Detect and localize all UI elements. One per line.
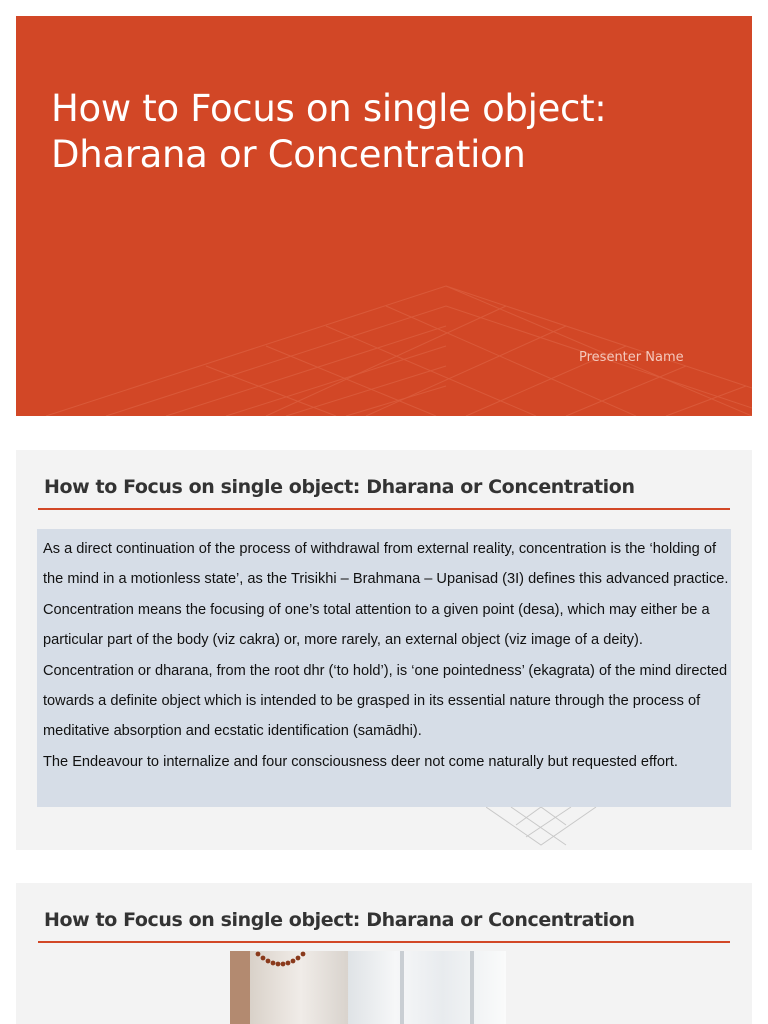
- content-slide-heading: How to Focus on single object: Dharana or Concentration: [44, 476, 635, 498]
- photo-window-background: [348, 951, 506, 1024]
- bead-necklace-icon: [254, 951, 310, 971]
- photo-person-shoulder: [230, 951, 250, 1024]
- image-slide: [16, 883, 752, 1024]
- heading-divider: [38, 508, 730, 510]
- photo-window-bar: [400, 951, 404, 1024]
- title-slide: [16, 16, 752, 416]
- body-paragraph-1: As a direct continuation of the process of withdrawal from external reality, concentration is the ‘holding of the mind in a motionless state’, as the Trisikhi – Brahmana – Upanisad (3I) defines this advanced practice. Concentration means the focusing of one’s total attention to a given point (desa), which may either be a particular part of the body (viz cakra) or, more rarely, an external object (viz image of a deity). Concentration or dharana, from the root dhr (‘to hold’), is ‘one pointedness’ (ekagrata) of the mind directed towards a definite object which is intended to be grasped in its essential nature through the process of meditative absorption and ecstatic identification (samādhi).: [43, 541, 729, 740]
- photo-window-bar: [470, 951, 474, 1024]
- content-slide: [16, 450, 752, 850]
- image-slide-heading: How to Focus on single object: Dharana or Concentration: [44, 909, 635, 931]
- diamond-pattern-decoration: [486, 805, 626, 850]
- body-paragraph-2: The Endeavour to internalize and four consciousness deer not come naturally but requested effort.: [43, 753, 678, 770]
- presenter-name: Presenter Name: [579, 350, 684, 365]
- body-text: [43, 534, 733, 777]
- heading-divider: [38, 941, 730, 943]
- meditation-photo: [230, 951, 506, 1024]
- title-slide-title: How to Focus on single object: Dharana or Concentration: [51, 87, 607, 176]
